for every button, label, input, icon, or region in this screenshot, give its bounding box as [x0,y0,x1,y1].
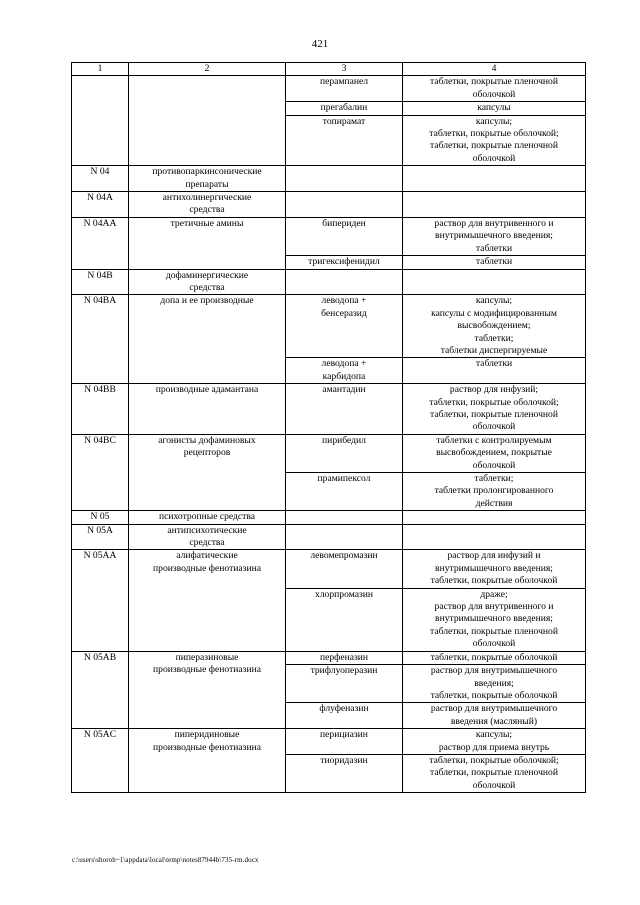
table-row [72,651,586,664]
header-cell-2: 2 [129,63,286,76]
group-name-cell [129,76,286,166]
atc-code-cell: N 05A [72,524,129,550]
atc-code-cell: N 04AA [72,217,129,269]
group-name-cell: третичные амины [129,217,286,269]
group-name-cell: противопаркинсонические препараты [129,166,286,192]
dosage-form-cell: раствор для внутривенного и внутримышечного введения; таблетки [403,217,586,255]
dosage-form-cell: таблетки [403,256,586,269]
dosage-form-cell [403,269,586,295]
dosage-form-cell: раствор для инфузий; таблетки, покрытые оболочкой; таблетки, покрытые пленочной оболочкой [403,384,586,435]
dosage-form-cell: таблетки с контролируемым высвобождением, покрытые оболочкой [403,434,586,472]
table-row [72,192,586,218]
atc-code-cell: N 04 [72,166,129,192]
drug-name-cell [286,511,403,524]
group-name-cell: допа и ее производные [129,295,286,384]
group-name-cell: алифатические производные фенотиазина [129,550,286,651]
dosage-form-cell: раствор для внутримышечного введения (масляный) [403,703,586,729]
atc-code-cell: N 05AC [72,729,129,793]
atc-code-cell [72,76,129,166]
dosage-form-cell: капсулы; раствор для приема внутрь [403,729,586,755]
drug-name-cell [286,166,403,192]
table-row [72,550,586,588]
drug-name-cell: тиоридазин [286,754,403,792]
dosage-form-cell: капсулы; капсулы с модифицированным высвобождением; таблетки; таблетки диспергируемые [403,295,586,358]
drug-table [71,62,586,793]
atc-code-cell: N 04B [72,269,129,295]
group-name-cell: антихолинергические средства [129,192,286,218]
table-row [72,217,586,255]
dosage-form-cell: раствор для инфузий и внутримышечного введения; таблетки, покрытые оболочкой [403,550,586,588]
group-name-cell: антипсихотические средства [129,524,286,550]
table-row [72,434,586,472]
dosage-form-cell: раствор для внутримышечного введения; таблетки, покрытые оболочкой [403,665,586,703]
atc-code-cell: N 05AB [72,651,129,728]
atc-code-cell: N 04A [72,192,129,218]
atc-code-cell: N 05AA [72,550,129,651]
drug-name-cell: перампанел [286,76,403,102]
dosage-form-cell: капсулы; таблетки, покрытые оболочкой; таблетки, покрытые пленочной оболочкой [403,115,586,166]
group-name-cell: агонисты дофаминовых рецепторов [129,434,286,510]
header-cell-1: 1 [72,63,129,76]
drug-name-cell [286,192,403,218]
dosage-form-cell [403,524,586,550]
header-cell-3: 3 [286,63,403,76]
table-row [72,524,586,550]
header-cell-4: 4 [403,63,586,76]
drug-name-cell: тригексифенидил [286,256,403,269]
file-path-footer: c:\users\shoroh~1\appdata\local\temp\notes87944b\735-rm.docx [72,856,259,864]
dosage-form-cell [403,192,586,218]
atc-code-cell: N 04BC [72,434,129,510]
group-name-cell: производные адамантана [129,384,286,435]
drug-name-cell [286,269,403,295]
dosage-form-cell: капсулы [403,102,586,115]
drug-name-cell: флуфеназин [286,703,403,729]
drug-name-cell: леводопа + бенсеразид [286,295,403,358]
dosage-form-cell: таблетки, покрытые оболочкой [403,651,586,664]
group-name-cell: психотропные средства [129,511,286,524]
atc-code-cell: N 04BA [72,295,129,384]
dosage-form-cell: драже; раствор для внутривенного и внутримышечного введения; таблетки, покрытые пленочной оболочкой [403,588,586,651]
dosage-form-cell: таблетки, покрытые оболочкой; таблетки, покрытые пленочной оболочкой [403,754,586,792]
drug-name-cell: прамипексол [286,473,403,511]
dosage-form-cell: таблетки, покрытые пленочной оболочкой [403,76,586,102]
group-name-cell: пиперидиновые производные фенотиазина [129,729,286,793]
atc-code-cell: N 05 [72,511,129,524]
table-row [72,269,586,295]
dosage-form-cell: таблетки; таблетки пролонгированного действия [403,473,586,511]
drug-name-cell: топирамат [286,115,403,166]
drug-name-cell: прегабалин [286,102,403,115]
drug-name-cell: трифлуоперазин [286,665,403,703]
drug-name-cell [286,524,403,550]
drug-name-cell: перфеназин [286,651,403,664]
table-header-row [72,63,586,76]
table-row [72,76,586,102]
drug-name-cell: леводопа + карбидопа [286,358,403,384]
drug-name-cell: хлорпромазин [286,588,403,651]
group-name-cell: дофаминергические средства [129,269,286,295]
group-name-cell: пиперазиновые производные фенотиазина [129,651,286,728]
drug-name-cell: амантадин [286,384,403,435]
atc-code-cell: N 04BB [72,384,129,435]
dosage-form-cell [403,166,586,192]
page-number: 421 [311,38,329,50]
drug-name-cell: пирибедил [286,434,403,472]
table-row [72,166,586,192]
table-row [72,729,586,755]
table-row [72,384,586,435]
table-row [72,511,586,524]
drug-name-cell: левомепромазин [286,550,403,588]
drug-name-cell: бипериден [286,217,403,255]
table-row [72,295,586,358]
dosage-form-cell: таблетки [403,358,586,384]
dosage-form-cell [403,511,586,524]
drug-name-cell: перициазин [286,729,403,755]
